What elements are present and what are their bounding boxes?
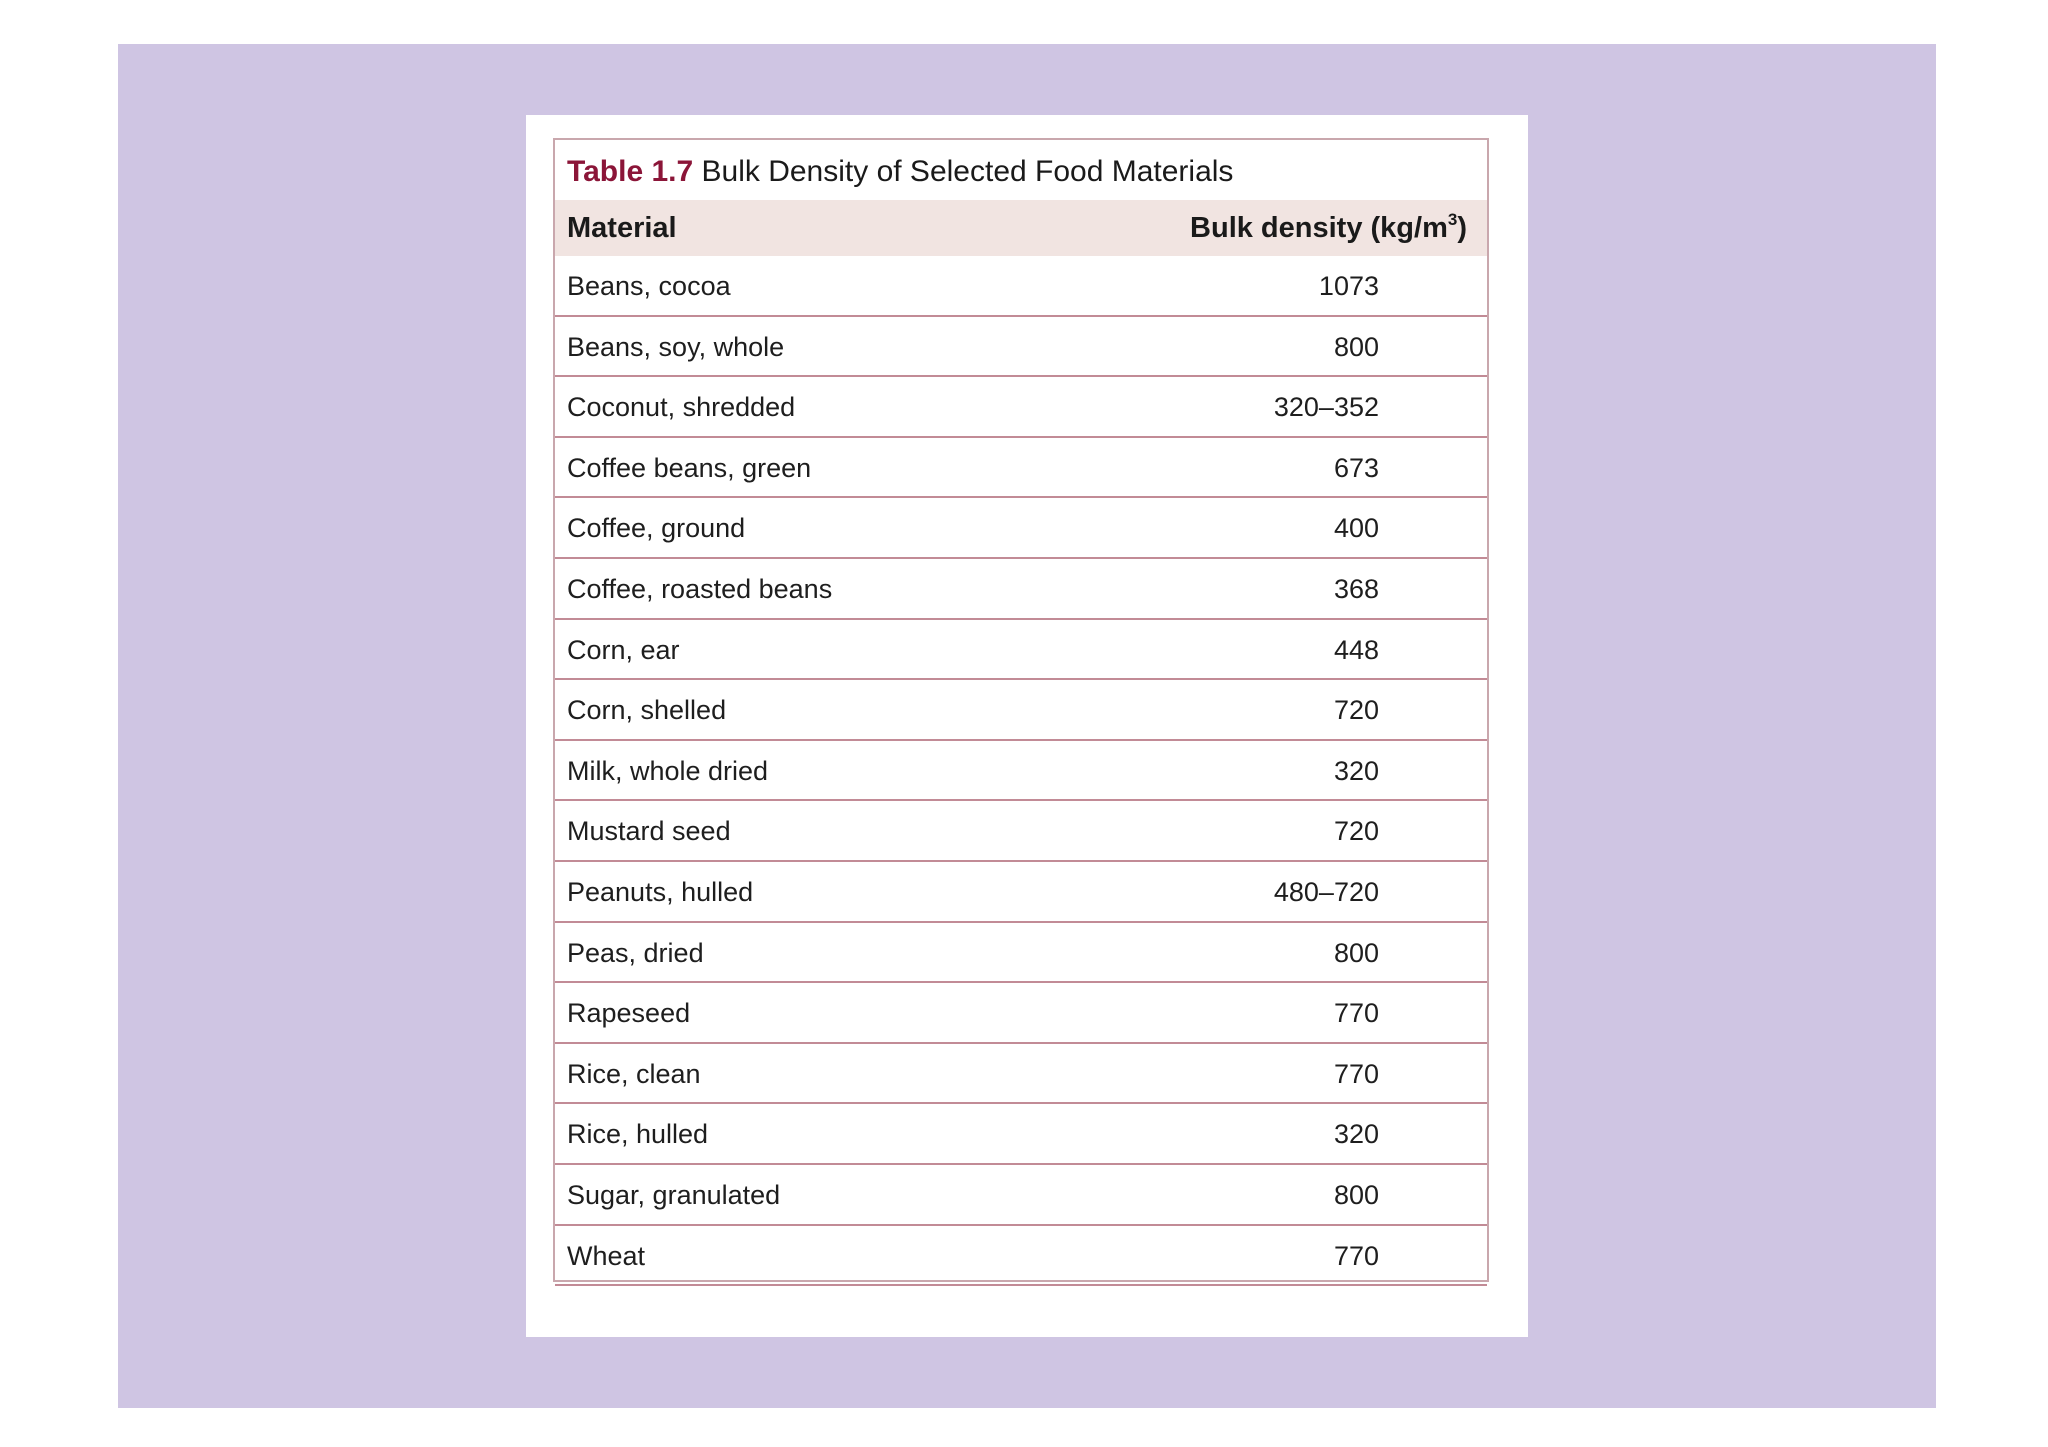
- table-row: [555, 680, 1487, 741]
- bulk-density-value: 320–352: [1273, 392, 1379, 423]
- material-name: Coffee, ground: [567, 513, 746, 544]
- material-name: Sugar, granulated: [567, 1179, 781, 1210]
- table-row: [555, 801, 1487, 862]
- bulk-density-value: 800: [1333, 1179, 1379, 1210]
- material-name: Peanuts, hulled: [567, 876, 754, 907]
- material-name: Rice, hulled: [567, 1119, 709, 1150]
- material-name: Corn, shelled: [567, 695, 727, 726]
- material-name: Mustard seed: [567, 816, 731, 847]
- material-name: Coffee, roasted beans: [567, 573, 833, 604]
- header-density-superscript: 3: [1447, 210, 1458, 229]
- table-row: [555, 862, 1487, 923]
- material-name: Corn, ear: [567, 634, 680, 665]
- material-name: Coconut, shredded: [567, 392, 796, 423]
- bulk-density-value: 320: [1333, 755, 1379, 786]
- table-row: [555, 377, 1487, 438]
- material-name: Peas, dried: [567, 937, 704, 968]
- table-caption: [567, 152, 1233, 192]
- material-name: Beans, cocoa: [567, 271, 731, 301]
- bulk-density-value: 480–720: [1273, 876, 1379, 907]
- material-name: Milk, whole dried: [567, 755, 769, 786]
- bulk-density-value: 673: [1333, 452, 1379, 483]
- material-name: Beans, soy, whole: [567, 331, 785, 362]
- caption-label: Table 1.7: [567, 155, 694, 188]
- table-row: [555, 317, 1487, 378]
- header-density-suffix: ): [1457, 212, 1467, 244]
- bulk-density-value: 800: [1333, 331, 1379, 362]
- bulk-density-value: 720: [1333, 816, 1379, 847]
- table-row: [555, 559, 1487, 620]
- table-row: [555, 1165, 1487, 1226]
- bulk-density-value: 770: [1333, 998, 1379, 1029]
- table-row: [555, 983, 1487, 1044]
- material-name: Coffee beans, green: [567, 452, 812, 483]
- bulk-density-value: 1073: [1318, 271, 1379, 301]
- header-bulk-density: [1190, 200, 1467, 256]
- table-row: [555, 741, 1487, 802]
- table-row: [555, 1044, 1487, 1105]
- bulk-density-value: 720: [1333, 695, 1379, 726]
- bulk-density-value: 448: [1333, 634, 1379, 665]
- table-row: [555, 256, 1487, 317]
- material-name: Rice, clean: [567, 1058, 701, 1089]
- bulk-density-value: 368: [1333, 573, 1379, 604]
- table-row: [555, 1226, 1487, 1287]
- header-density-prefix: Bulk density (kg/m: [1190, 212, 1448, 244]
- table-row: [555, 498, 1487, 559]
- bulk-density-value: 400: [1333, 513, 1379, 544]
- material-name: Rapeseed: [567, 998, 691, 1029]
- material-name: Wheat: [567, 1240, 646, 1271]
- bulk-density-value: 770: [1333, 1058, 1379, 1089]
- bulk-density-value: 800: [1333, 937, 1379, 968]
- table-header-row: [555, 200, 1487, 256]
- bulk-density-value: 770: [1333, 1240, 1379, 1271]
- table-row: [555, 438, 1487, 499]
- table-body: [555, 256, 1487, 1286]
- header-material: Material: [567, 212, 677, 244]
- bulk-density-value: 320: [1333, 1119, 1379, 1150]
- caption-title: Bulk Density of Selected Food Materials: [701, 155, 1234, 188]
- table-row: [555, 620, 1487, 681]
- table-row: [555, 1104, 1487, 1165]
- table-row: [555, 923, 1487, 984]
